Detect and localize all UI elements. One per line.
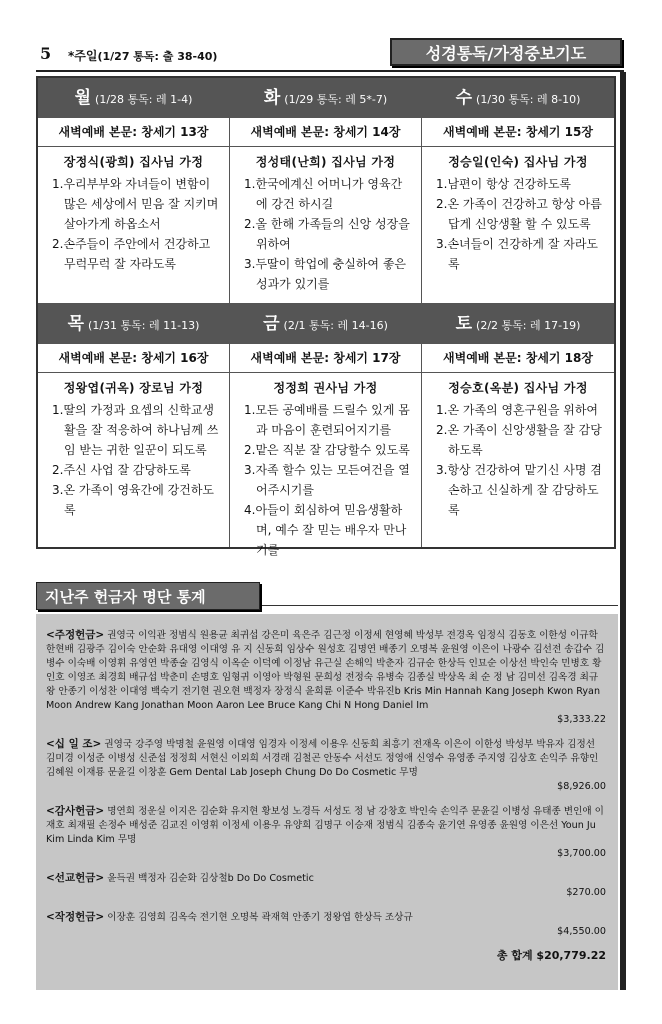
day-cell-tue — [230, 78, 422, 304]
offering-total: 총 합계 $20,779.22 — [496, 949, 606, 962]
offering-names: 권영국 이익관 정범식 원용균 최귀섭 강은미 육은주 김근정 이정세 현영혜 박성부 전경옥 임정식 김동호 이한성 이규학 한현배 김광주 김이숙 안순화 유대영 이대영 유 지 신동희 임상수 원성호 김명연 배종기 오명복 윤원영 이은이 나광수 김선전 송갑수 김병수 이숙배 이영휘 유영연 박종술 김영식 이옥순 이덕예 이정남 유근실 손해익 박춘자 김규순 한상득 인묘순 이상선 박인숙 민병호 황인호 이영조 최경희 배규섭 박춘미 손명호 임형귀 이영아 박형원 문희성 전정숙 유병숙 김종실 박상옥 최 순 정 남 김미선 김옥경 최규왕 안종기 이성찬 이대영 백숙기 전기현 권오현 백정자 장정식 윤희륜 이준수 박유진b Kris Min Hannah Kang Joseph Kwon Ryan Moon Andrew Kang Jonathan Moon Aaron Lee Bruce Kang Chi N Hong Daniel Im — [46, 630, 605, 711]
dawn-verse: 새벽예배 본문: 창세기 16장 — [38, 344, 229, 373]
dawn-verse: 새벽예배 본문: 창세기 15장 — [422, 118, 614, 147]
family-name: 정성태(난희) 집사님 가정 — [255, 155, 396, 169]
sunday-detail: (1/27 통독: 출 38-40) — [97, 50, 218, 63]
day-header: 토 (2/2 통독: 레 17-19) — [422, 304, 614, 344]
prayer-list — [436, 400, 604, 520]
prayer-item: 4.아들이 회심하여 믿음생활하며, 예수 잘 믿는 배우자 만나기를 — [244, 503, 407, 557]
offering-amount: $3,700.00 — [557, 848, 606, 859]
offering-names: 명연희 정운실 이지은 김순화 유지현 황보성 노경득 서성도 정 남 강창호 박인숙 손익주 문윤길 이병성 유태종 변인애 이재호 최재필 손정수 배성준 김교진 이영휘 이정세 이용우 유양희 김명구 이승재 정범식 김종숙 윤기연 유영종 윤원영 이은선 Youn Ju Kim Linda Kim 무명 — [46, 806, 604, 845]
prayer-list — [52, 174, 219, 274]
day-cell-wed — [422, 78, 614, 304]
family-name: 정승호(옥분) 집사님 가정 — [448, 381, 588, 395]
offering-section-title: 지난주 헌금자 명단 통계 — [36, 582, 260, 610]
prayer-item: 1.온 가족의 영혼구원을 위하여 — [436, 403, 598, 417]
prayer-list — [52, 400, 219, 520]
offering-group — [46, 737, 606, 794]
prayer-item: 1.모든 공예배를 드릴수 있게 몸과 마음이 훈련되어지기를 — [244, 403, 410, 437]
prayer-item: 2.주신 사업 잘 감당하도록 — [52, 463, 191, 477]
offering-amount: $270.00 — [566, 887, 606, 898]
offering-category: <선교헌금> — [46, 872, 105, 884]
right-border-bar — [620, 72, 626, 990]
dawn-verse: 새벽예배 본문: 창세기 17장 — [230, 344, 421, 373]
family-name: 정왕엽(귀옥) 장로님 가정 — [63, 381, 204, 395]
dawn-verse: 새벽예배 본문: 창세기 13장 — [38, 118, 229, 147]
prayer-list — [436, 174, 604, 274]
offering-group — [46, 804, 606, 861]
offering-amount: $3,333.22 — [557, 714, 606, 725]
day-cell-thu — [38, 304, 230, 547]
prayer-item: 3.온 가족이 영육간에 강건하도록 — [52, 483, 214, 517]
offering-category: <십 일 조> — [46, 738, 102, 750]
offering-names: 이장훈 김영희 김옥숙 전기현 오명복 곽재혁 안종기 정왕엽 한상득 조상규 — [107, 912, 413, 923]
offering-group — [46, 910, 606, 939]
prayer-schedule-grid — [36, 76, 616, 557]
day-header: 목 (1/31 통독: 레 11-13) — [38, 304, 229, 344]
offering-group — [46, 871, 606, 900]
page-title: 성경통독/가정중보기도 — [390, 38, 622, 66]
offering-category: <작정헌금> — [46, 911, 105, 923]
prayer-item: 2.맡은 직분 잘 감당할수 있도록 — [244, 443, 410, 457]
day-cell-sat — [422, 304, 614, 547]
day-cell-fri — [230, 304, 422, 557]
offering-amount: $4,550.00 — [557, 926, 606, 937]
dawn-verse: 새벽예배 본문: 창세기 14장 — [230, 118, 421, 147]
title-divider — [36, 70, 624, 72]
family-name: 장정식(광희) 집사님 가정 — [63, 155, 204, 169]
prayer-item: 1.남편이 항상 건강하도록 — [436, 177, 571, 191]
prayer-item: 3.두딸이 학업에 충실하여 좋은 성과가 있기를 — [244, 257, 406, 291]
page-number: 5 — [40, 44, 52, 63]
prayer-item: 2.온 가족이 건강하고 항상 아름답게 신앙생활 할 수 있도록 — [436, 197, 602, 231]
prayer-item: 1.딸의 가정과 요셉의 신학교생활을 잘 적응하여 하나님께 쓰임 받는 귀한 일꾼이 되도록 — [52, 403, 219, 457]
day-header: 수 (1/30 통독: 레 8-10) — [422, 78, 614, 118]
prayer-item: 1.한국에계신 어머니가 영육간에 강건 하시길 — [244, 177, 403, 211]
day-cell-mon — [38, 78, 230, 304]
offering-category: <주정헌금> — [46, 629, 105, 641]
day-header: 월 (1/28 통독: 레 1-4) — [38, 78, 229, 118]
sunday-reading — [68, 47, 217, 64]
offering-names: 윤득권 백정자 김순화 김상철b Do Do Cosmetic — [107, 873, 314, 884]
offering-amount: $8,926.00 — [557, 781, 606, 792]
offering-category: <감사헌금> — [46, 805, 105, 817]
day-header: 화 (1/29 통독: 레 5*-7) — [230, 78, 421, 118]
prayer-item: 1.우리부부와 자녀들이 변함이 많은 세상에서 믿음 잘 지키며 살아가게 하옵소서 — [52, 177, 219, 231]
family-name: 정승일(인숙) 집사님 가정 — [448, 155, 588, 169]
prayer-item: 3.자족 할수 있는 모든여건을 열어주시기를 — [244, 463, 410, 497]
dawn-verse: 새벽예배 본문: 창세기 18장 — [422, 344, 614, 373]
day-header: 금 (2/1 통독: 레 14-16) — [230, 304, 421, 344]
offering-names: 권영국 강주영 박명철 윤원영 이대영 임경자 이정세 이용우 신동희 최흥기 전재옥 이은이 이한성 박성부 박유자 김정선 김미경 이성준 이병성 신준섭 정정희 서현신 이외희 서경래 김철곤 안동수 서선도 정영애 신영수 유영종 주지영 김상호 손익주 유향인 김혜원 이재룡 문윤길 이창훈 Gem Dental Lab Joseph Chung Do Do Cosmetic 무명 — [46, 739, 599, 778]
prayer-item: 2.올 한해 가족들의 신앙 성장을 위하여 — [244, 217, 410, 251]
offering-section-divider — [262, 605, 618, 606]
family-name: 정정희 권사님 가정 — [273, 381, 378, 395]
prayer-item: 2.온 가족이 신앙생활을 잘 감당하도록 — [436, 423, 602, 457]
sunday-label: *주일 — [68, 49, 98, 63]
prayer-item: 3.손녀들이 건강하게 잘 자라도록 — [436, 237, 598, 271]
offering-group — [46, 628, 606, 727]
prayer-item: 2.손주들이 주안에서 건강하고 무럭무럭 잘 자라도록 — [52, 237, 211, 271]
prayer-item: 3.항상 건강하여 맡기신 사명 겸손하고 신실하게 잘 감당하도록 — [436, 463, 602, 517]
prayer-list — [244, 174, 411, 294]
offering-list — [36, 614, 618, 990]
prayer-list — [244, 400, 411, 560]
